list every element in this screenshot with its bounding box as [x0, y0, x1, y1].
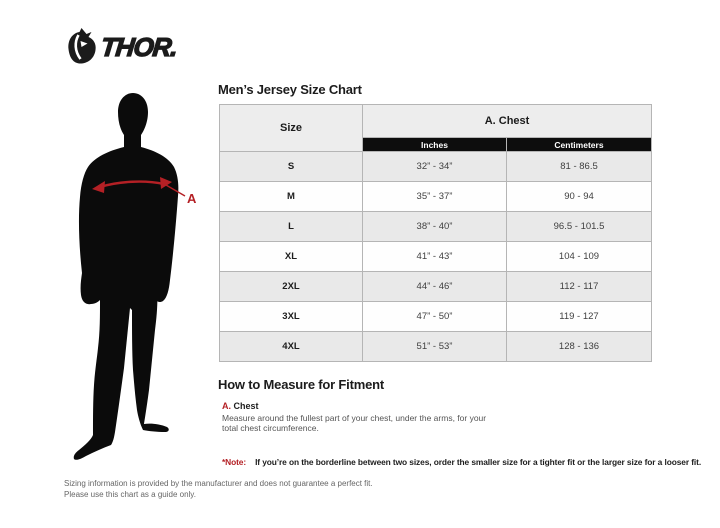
measure-label-name: Chest: [233, 401, 259, 411]
col-header-chest: A. Chest: [363, 105, 652, 138]
size-cell: 3XL: [220, 302, 363, 332]
cm-cell: 112 - 117: [507, 272, 652, 302]
col-header-inches: Inches: [363, 138, 507, 152]
inches-cell: 32” - 34”: [363, 152, 507, 182]
table-row: [220, 182, 652, 212]
inches-cell: 38” - 40”: [363, 212, 507, 242]
sizing-disclaimer: [64, 478, 374, 500]
page-title: Men’s Jersey Size Chart: [218, 82, 362, 97]
inches-cell: 51” - 53”: [363, 332, 507, 362]
col-header-centimeters: Centimeters: [507, 138, 652, 152]
inches-cell: 47” - 50”: [363, 302, 507, 332]
brand-logo-text: THOR.: [99, 32, 179, 62]
measure-heading: How to Measure for Fitment: [218, 377, 384, 392]
inches-cell: 35” - 37”: [363, 182, 507, 212]
col-header-size: Size: [220, 105, 363, 152]
note-text: If you’re on the borderline between two sizes, order the smaller size for a tighter fit or the larger size for a looser fit.: [255, 457, 702, 467]
cm-cell: 96.5 - 101.5: [507, 212, 652, 242]
cm-cell: 128 - 136: [507, 332, 652, 362]
disclaimer-line-2: Please use this chart as a guide only.: [64, 490, 196, 499]
size-cell: M: [220, 182, 363, 212]
measurement-figure: [60, 90, 220, 470]
size-cell: S: [220, 152, 363, 182]
fitment-note: [222, 457, 702, 467]
disclaimer-line-1: Sizing information is provided by the manufacturer and does not guarantee a perfect fit.: [64, 479, 373, 488]
inches-cell: 41” - 43”: [363, 242, 507, 272]
cm-cell: 81 - 86.5: [507, 152, 652, 182]
man-silhouette: [74, 93, 179, 460]
thor-helmet-icon: [64, 28, 99, 66]
cm-cell: 119 - 127: [507, 302, 652, 332]
table-row: [220, 332, 652, 362]
table-row: [220, 272, 652, 302]
measure-instructions: [222, 401, 502, 433]
measure-label: [222, 401, 502, 411]
inches-cell: 44” - 46”: [363, 272, 507, 302]
table-row: [220, 152, 652, 182]
brand-logo: [64, 28, 177, 66]
measure-description: Measure around the fullest part of your chest, under the arms, for your total chest circumference.: [222, 413, 487, 433]
size-cell: L: [220, 212, 363, 242]
cm-cell: 90 - 94: [507, 182, 652, 212]
size-chart-table: [219, 104, 652, 362]
table-row: [220, 242, 652, 272]
cm-cell: 104 - 109: [507, 242, 652, 272]
chest-marker-label: A: [187, 191, 197, 206]
note-label: *Note:: [222, 457, 247, 467]
table-row: [220, 302, 652, 332]
table-row: [220, 212, 652, 242]
size-cell: 4XL: [220, 332, 363, 362]
size-cell: 2XL: [220, 272, 363, 302]
size-cell: XL: [220, 242, 363, 272]
measure-label-letter: A.: [222, 401, 231, 411]
